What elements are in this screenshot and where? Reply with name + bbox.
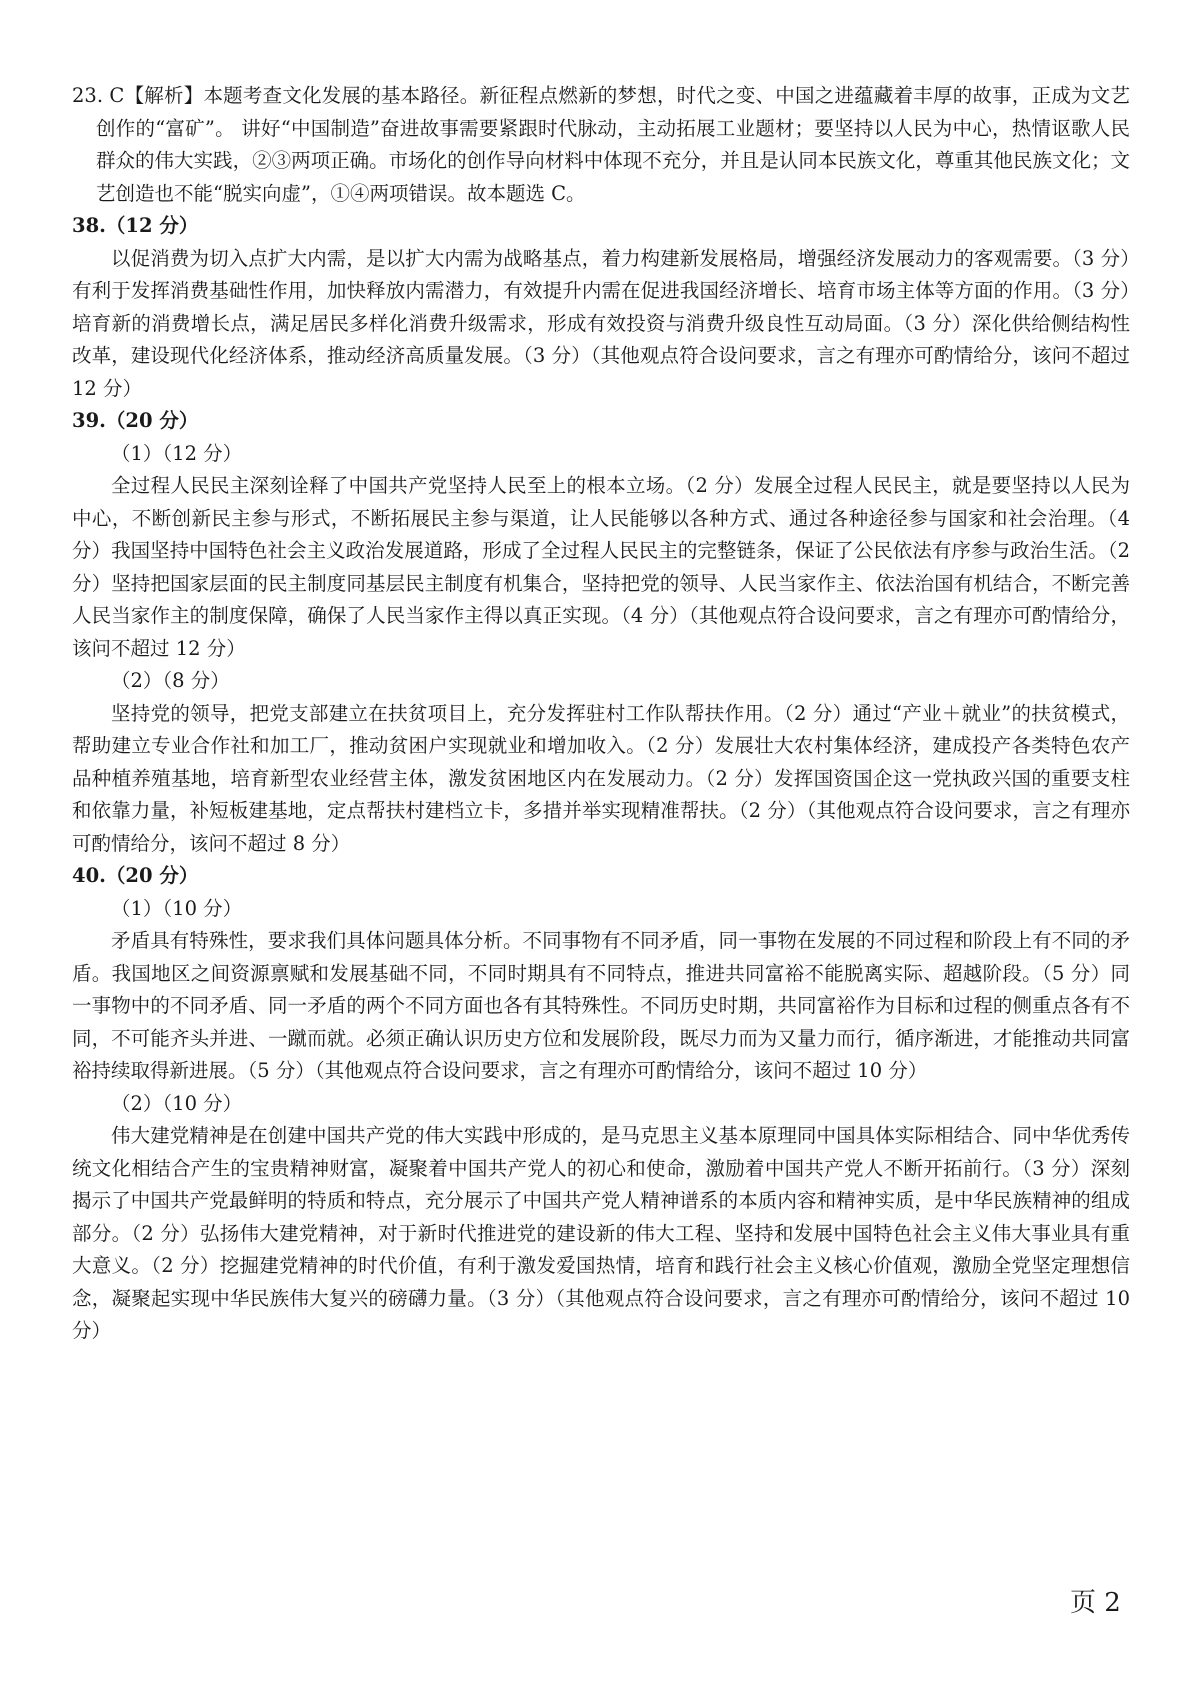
q39-part2-answer: 坚持党的领导，把党支部建立在扶贫项目上，充分发挥驻村工作队帮扶作用。（2 分）通过“产业＋就业”的扶贫模式，帮助建立专业合作社和加工厂，推动贫困户实现就业和增加收入。（2 分）发展壮大农村集体经济，建成投产各类特色农产品种植养殖基地，培育新型农业经营主体，激发贫困地区内在发展动力。（2 分）发挥国资国企这一党执政兴国的重要支柱和依靠力量，补短板建基地，定点帮扶村建档立卡，多措并举实现精准帮扶。（2 分）（其他观点符合设问要求，言之有理亦可酌情给分，该问不超过 8 分） — [72, 701, 1130, 855]
q39-heading: 39.（20 分） — [72, 409, 199, 432]
q38-answer: 以促消费为切入点扩大内需，是以扩大内需为战略基点，着力构建新发展格局，增强经济发展动力的客观需要。（3 分）有利于发挥消费基础性作用，加快释放内需潜力，有效提升内需在促进我国经济增长、培育市场主体等方面的作用。（3 分）培育新的消费增长点，满足居民多样化消费升级需求，形成有效投资与消费升级良性互动局面。（3 分）深化供给侧结构性改革，建设现代化经济体系，推动经济高质量发展。（3 分）（其他观点符合设问要求，言之有理亦可酌情给分，该问不超过 12 分） — [72, 246, 1130, 400]
q39-part1-label: （1）（12 分） — [111, 441, 243, 465]
q40-heading: 40.（20 分） — [72, 864, 199, 887]
q40-part1-label: （1）（10 分） — [111, 896, 243, 920]
q39-part2-label: （2）（8 分） — [111, 669, 230, 692]
q39-part1-answer: 全过程人民民主深刻诠释了中国共产党坚持人民至上的根本立场。（2 分）发展全过程人民民主，就是要坚持以人民为中心，不断创新民主参与形式，不断拓展民主参与渠道，让人民能够以各种方式、通过各种途径参与国家和社会治理。（4 分）我国坚持中国特色社会主义政治发展道路，形成了全过程人民民主的完整链条，保证了公民依法有序参与政治生活。（2 分）坚持把国家层面的民主制度同基层民主制度有机集合，坚持把党的领导、人民当家作主、依法治国有机结合，不断完善人民当家作主的制度保障，确保了人民当家作主得以真正实现。（4 分）（其他观点符合设问要求，言之有理亦可酌情给分，该问不超过 12 分） — [72, 474, 1130, 660]
page-number: 页 2 — [1070, 1588, 1121, 1618]
answer-document — [72, 80, 1130, 1348]
q40-part2-label: （2）（10 分） — [111, 1091, 243, 1115]
q23-answer: 23. C【解析】本题考查文化发展的基本路径。新征程点燃新的梦想，时代之变、中国之进蕴藏着丰厚的故事，正成为文艺创作的“富矿”。 讲好“中国制造”奋进故事需要紧跟时代脉动，主动拓展工业题材；要坚持以人民为中心，热情讴歌人民群众的伟大实践，②③两项正确。市场化的创作导向材料中体现不充分，并且是认同本民族文化，尊重其他民族文化；文艺创造也不能“脱实向虚”，①④两项错误。故本题选 C。 — [72, 84, 1130, 205]
q40-part2-answer: 伟大建党精神是在创建中国共产党的伟大实践中形成的，是马克思主义基本原理同中国具体实际相结合、同中华优秀传统文化相结合产生的宝贵精神财富，凝聚着中国共产党人的初心和使命，激励着中国共产党人不断开拓前行。（3 分）深刻揭示了中国共产党最鲜明的特质和特点，充分展示了中国共产党人精神谱系的本质内容和精神实质，是中华民族精神的组成部分。（2 分）弘扬伟大建党精神，对于新时代推进党的建设新的伟大工程、坚持和发展中国特色社会主义伟大事业具有重大意义。（2 分）挖掘建党精神的时代价值，有利于激发爱国热情，培育和践行社会主义核心价值观，激励全党坚定理想信念，凝聚起实现中华民族伟大复兴的磅礴力量。（3 分）（其他观点符合设问要求，言之有理亦可酌情给分，该问不超过 10 分） — [72, 1124, 1130, 1342]
q38-heading: 38.（12 分） — [72, 214, 199, 237]
q40-part1-answer: 矛盾具有特殊性，要求我们具体问题具体分析。不同事物有不同矛盾，同一事物在发展的不同过程和阶段上有不同的矛盾。我国地区之间资源禀赋和发展基础不同，不同时期具有不同特点，推进共同富裕不能脱离实际、超越阶段。（5 分）同一事物中的不同矛盾、同一矛盾的两个不同方面也各有其特殊性。不同历史时期，共同富裕作为目标和过程的侧重点各有不同，不可能齐头并进、一蹴而就。必须正确认识历史方位和发展阶段，既尽力而为又量力而行，循序渐进，才能推动共同富裕持续取得新进展。（5 分）（其他观点符合设问要求，言之有理亦可酌情给分，该问不超过 10 分） — [72, 929, 1130, 1082]
